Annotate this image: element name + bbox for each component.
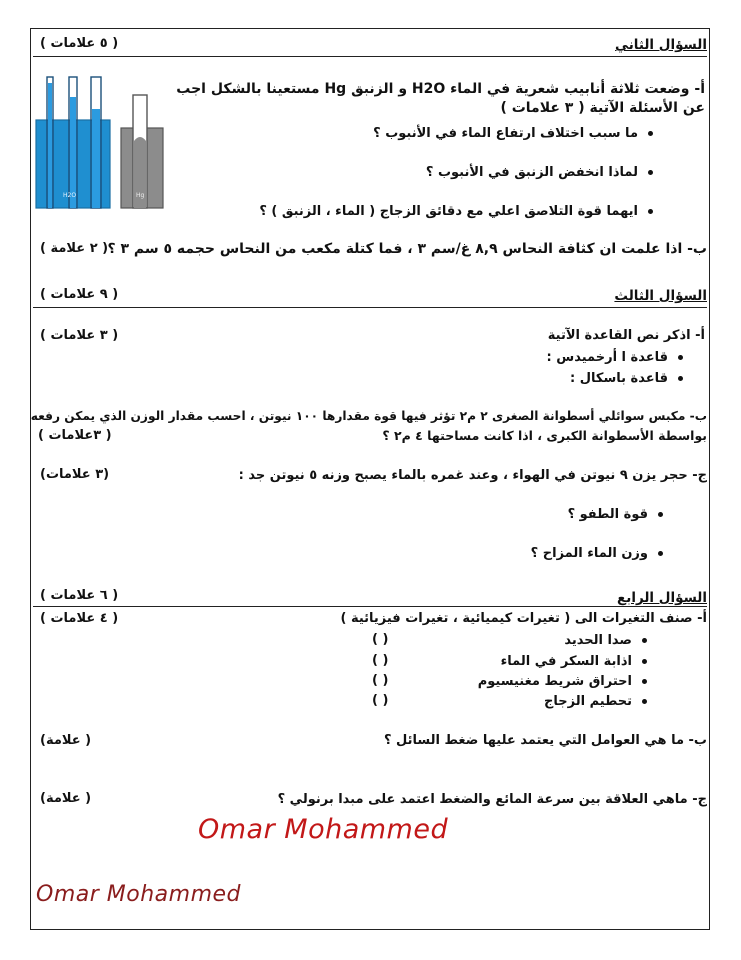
water-label: H2O	[63, 192, 77, 199]
q3-b-marks: ( ٣علامات )	[38, 428, 112, 443]
q3-c-item-1: قوة الطفو ؟	[568, 506, 663, 524]
q4-c-text: ج- ماهي العلاقة بين سرعة المائع والضغط اعتمد على مبدا برنولي ؟	[277, 792, 707, 807]
q3-marks: ( ٩ علامات )	[40, 287, 119, 302]
q2-a-line2: عن الأسئلة الآتية ( ٣ علامات )	[500, 100, 705, 116]
bullet-icon	[658, 551, 663, 556]
q2-bullet-2: لماذا انخفض الزنبق في الأنبوب ؟	[426, 164, 653, 182]
q2-b-marks: ( ٢ علامة )	[40, 241, 109, 256]
q4-a-item-3: احتراق شريط مغنيسيوم	[478, 673, 647, 691]
q2-bullet-3: ايهما قوة التلاصق اعلي مع دقائق الزجاج ( الماء ، الزنبق ) ؟	[259, 203, 653, 221]
q3-a-marks: ( ٣ علامات )	[40, 328, 119, 343]
q2-b-text: ب- اذا علمت ان كثافة النحاس ٨,٩ غ/سم ٣ ، فما كتلة مكعب من النحاس حجمه ٥ سم ٣ ؟	[107, 241, 707, 257]
q3-header: السؤال الثالث	[614, 288, 707, 304]
q2-bullet-1: ما سبب اختلاف ارتفاع الماء في الأنبوب ؟	[373, 125, 653, 143]
water-column-3	[92, 109, 100, 208]
q3-a-item-1: قاعدة ا أرخميدس :	[547, 349, 683, 367]
signature-large: Omar Mohammed	[198, 814, 449, 845]
q4-a-item-4: تحطيم الزجاج	[544, 693, 647, 711]
bullet-icon	[648, 170, 653, 175]
bullet-icon	[642, 679, 647, 684]
q3-b-line2: بواسطة الأسطوانة الكبرى ، اذا كانت مساحتها ٤ م٢ ؟	[382, 428, 707, 443]
bullet-icon	[648, 131, 653, 136]
q4-a-item-1: صدا الحديد	[564, 632, 647, 650]
capillary-tubes-figure	[35, 75, 165, 210]
bullet-icon	[678, 355, 683, 360]
answer-blank[interactable]: ( )	[372, 693, 389, 708]
divider	[33, 56, 707, 57]
q3-a-item-2: قاعدة باسكال :	[570, 370, 683, 388]
q2-header: السؤال الثاني	[615, 37, 707, 53]
signature-small: Omar Mohammed	[36, 882, 241, 907]
q4-header: السؤال الرابع	[617, 590, 707, 606]
bullet-icon	[642, 699, 647, 704]
q2-marks: ( ٥ علامات )	[40, 36, 119, 51]
q4-a-marks: ( ٤ علامات )	[40, 611, 119, 626]
q2-a-line1: أ- وضعت ثلاثة أنابيب شعرية في الماء H2O و الزنبق Hg مستعينا بالشكل اجب	[176, 81, 705, 97]
divider	[33, 606, 707, 607]
mercury-label: Hg	[136, 192, 145, 199]
bullet-icon	[648, 209, 653, 214]
q3-b-line1: ب- مكبس سوائلي أسطوانة الصغرى ٢ م٢ تؤثر فيها قوة مقدارها ١٠٠ نيوتن ، احسب مقدار الوزن الذي يمكن رفعه	[30, 409, 707, 423]
answer-blank[interactable]: ( )	[372, 673, 389, 688]
q4-b-text: ب- ما هي العوامل التي يعتمد عليها ضغط السائل ؟	[383, 733, 707, 748]
q3-c-text: ج- حجر يزن ٩ نيوتن في الهواء ، وعند غمره بالماء يصبح وزنه ٥ نيوتن جد :	[238, 468, 707, 483]
q3-c-item-2: وزن الماء المزاح ؟	[531, 545, 663, 563]
q4-a-text: أ- صنف التغيرات الى ( تغيرات كيميائية ، تغيرات فيزيائية )	[340, 611, 707, 626]
q3-c-marks: (٣ علامات)	[40, 467, 110, 482]
q3-a-text: أ- اذكر نص القاعدة الآتية	[547, 328, 705, 343]
answer-blank[interactable]: ( )	[372, 653, 389, 668]
water-column-1	[48, 83, 52, 208]
bullet-icon	[642, 638, 647, 643]
q4-a-item-2: اذابة السكر في الماء	[501, 653, 647, 671]
q4-b-marks: ( علامة)	[40, 733, 92, 748]
divider	[33, 307, 707, 308]
answer-blank[interactable]: ( )	[372, 632, 389, 647]
bullet-icon	[658, 512, 663, 517]
bullet-icon	[642, 659, 647, 664]
q4-c-marks: ( علامة)	[40, 791, 92, 806]
bullet-icon	[678, 376, 683, 381]
q4-marks: ( ٦ علامات )	[40, 588, 119, 603]
